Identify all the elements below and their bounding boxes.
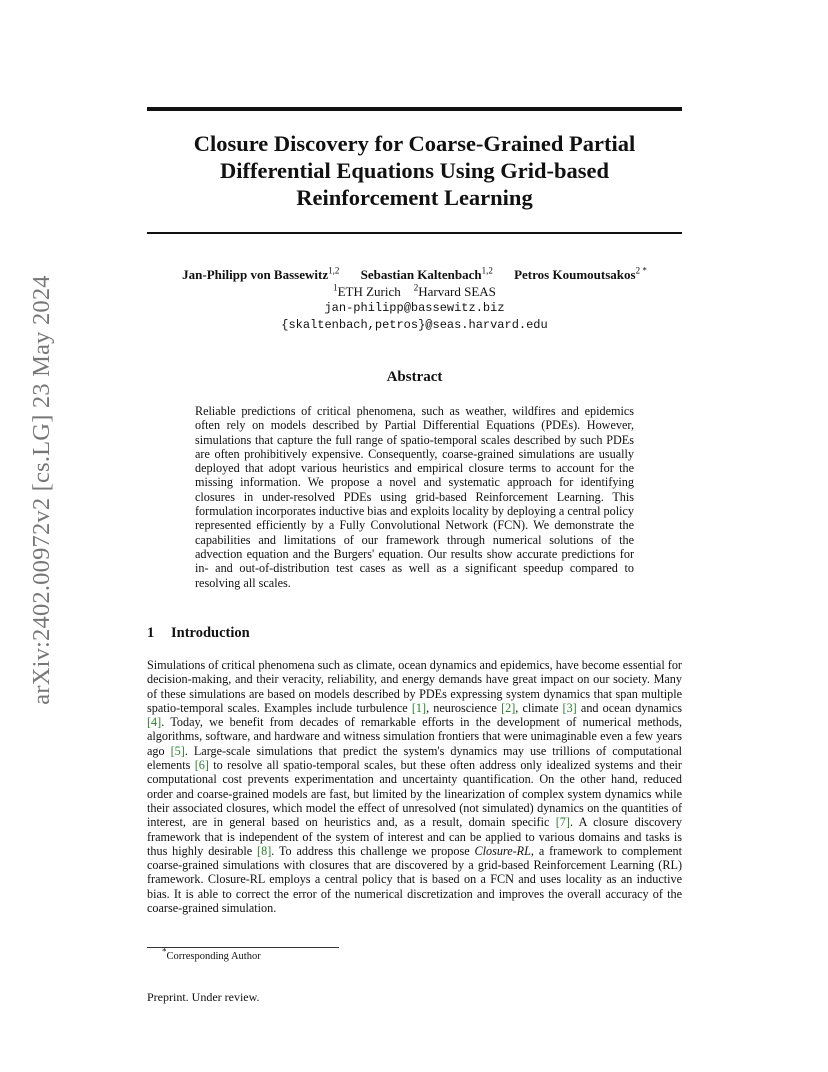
title-top-rule	[147, 107, 682, 111]
email-2: {skaltenbach,petros}@seas.harvard.edu	[281, 318, 548, 332]
author-3-aff: 2 *	[635, 265, 647, 276]
footnote-text: Corresponding Author	[166, 951, 261, 962]
footnote-rule	[147, 947, 339, 948]
introduction-paragraph: Simulations of critical phenomena such as climate, ocean dynamics and epidemics, have become essential for decision-making, and their veracity, reliability, and energy demands have great impact on our society. Many of these simulations are based on models described by PDEs expressing system dynamics that span multiple spatio-temporal scales. Examples include turbulence [1], neuroscience [2], climate [3] and ocean dynamics [4]. Today, we benefit from decades of remarkable efforts in the development of numerical methods, algorithms, software, and hardware and witness simulation frontiers that were unimaginable even a few years ago [5]. Large-scale simulations that predict the system's dynamics may use trillions of computational elements [6] to resolve all spatio-temporal scales, but these often address only idealized systems and their computational cost prevents experimentation and uncertainty quantification. On the other hand, reduced order and coarse-grained models are fast, but limited by the linearization of complex system dynamics while their associated closures, which model the effect of unresolved (not simulated) dynamics on the quantities of interest, are in general based on heuristics and, as a result, domain specific [7]. A closure discovery framework that is independent of the system of interest and can be applied to various domains and tasks is thus highly desirable [8]. To address this challenge we propose Closure-RL, a framework to complement coarse-grained simulations with closures that are discovered by a grid-based Reinforcement Learning (RL) framework. Closure-RL employs a central policy that is based on a FCN and uses locality as an inductive bias. It is able to correct the error of the numerical discretization and improves the overall accuracy of the coarse-grained simulation.	[147, 658, 682, 916]
preprint-notice: Preprint. Under review.	[147, 990, 260, 1004]
arxiv-id-text: arXiv:2402.00972v2 [cs.LG] 23 May 2024	[28, 275, 55, 705]
abstract-heading: Abstract	[386, 369, 443, 385]
citation-5[interactable]: [5]	[170, 743, 185, 758]
footnote-mark: *	[162, 946, 167, 957]
citation-4[interactable]: [4]	[147, 715, 162, 730]
affiliation-harvard: Harvard SEAS	[418, 284, 496, 299]
email-1: jan-philipp@bassewitz.biz	[324, 301, 505, 315]
citation-3[interactable]: [3]	[562, 700, 577, 715]
citation-6[interactable]: [6]	[194, 758, 209, 773]
author-block	[147, 266, 682, 334]
affiliations: $^1$ETH Zurich $^2$Harvard SEAS	[333, 282, 496, 299]
citation-2[interactable]: [2]	[501, 700, 516, 715]
citation-1[interactable]: [1]	[411, 700, 427, 715]
title-bottom-rule	[147, 232, 682, 234]
author-2-aff: 1,2	[481, 265, 493, 276]
closure-rl-name: Closure-RL	[474, 843, 531, 858]
section-title: Introduction	[171, 625, 250, 641]
footnote	[162, 946, 261, 962]
author-names	[147, 266, 682, 283]
affiliation-eth: ETH Zurich	[337, 284, 401, 299]
section-heading	[147, 625, 250, 642]
author-1-aff: 1,2	[328, 265, 340, 276]
section-number: 1	[147, 625, 155, 641]
citation-8[interactable]: [8]	[257, 843, 272, 858]
author-3-name: Petros Koumoutsakos	[514, 267, 636, 282]
paper-title: Closure Discovery for Coarse-Grained Partial Differential Equations Using Grid-based Reinforcement Learning	[193, 131, 636, 210]
author-1-name: Jan-Philipp von Bassewitz	[182, 267, 329, 282]
abstract-text: Reliable predictions of critical phenomena, such as weather, wildfires and epidemics often rely on models described by Partial Differential Equations (PDEs). However, simulations that capture the full range of spatio-temporal scales described by such PDEs are often prohibitively expensive. Consequently, coarse-grained simulations are usually deployed that adopt various heuristics and empirical closure terms to account for the missing information. We propose a novel and systematic approach for identifying closures in under-resolved PDEs using grid-based Reinforcement Learning. This formulation incorporates inductive bias and exploits locality by deploying a central policy represented efficiently by a Fully Convolutional Network (FCN). We demonstrate the capabilities and limitations of our framework through numerical solutions of the advection equation and the Burgers' equation. Our results show accurate predictions for in- and out-of-distribution test cases as well as a significant speedup compared to resolving all scales.	[195, 404, 634, 590]
citation-7[interactable]: [7]	[555, 815, 570, 830]
arxiv-identifier	[22, 275, 62, 705]
author-2-name: Sebastian Kaltenbach	[360, 267, 482, 282]
